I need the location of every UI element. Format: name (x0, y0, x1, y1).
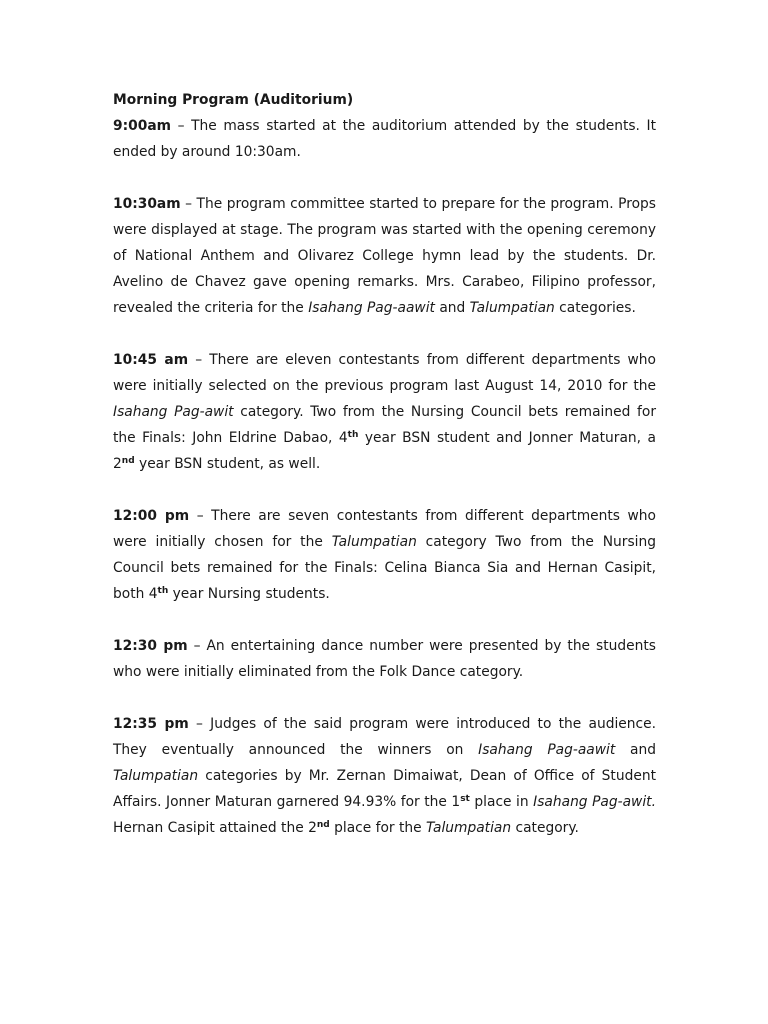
program-entry (113, 503, 656, 607)
program-entry (113, 633, 656, 685)
entry-time: 10:30am (113, 196, 181, 212)
entry-text: category. (511, 820, 579, 836)
entry-text: – There are eleven contestants from different departments who were initially selected on the previous program last August 14, 2010 for the (113, 352, 656, 394)
entry-text: Hernan Casipit attained the 2 (113, 820, 317, 836)
category-name: Talumpatian (113, 768, 199, 784)
entry-text: year Nursing students. (168, 586, 330, 602)
section-heading: Morning Program (Auditorium) (113, 92, 354, 108)
entry-text: – The program committee started to prepare for the program. Props were displayed at stage. The program was started with the opening ceremony of National Anthem and Olivarez College hymn lead by the students. Dr. Avelino de Chavez gave opening remarks. Mrs. Carabeo, Filipino professor, revealed the criteria for the (113, 196, 656, 316)
category-name: Isahang Pag-awit. (533, 794, 656, 810)
entry-time: 12:30 pm (113, 638, 188, 654)
entry-text: place for the (329, 820, 427, 836)
document-page (113, 87, 656, 867)
category-name: Talumpatian (331, 534, 417, 550)
program-entries (113, 113, 656, 841)
entry-text: – The mass started at the auditorium attended by the students. It ended by around 10:30am. (113, 118, 656, 160)
entry-text: year BSN student, as well. (134, 456, 321, 472)
entry-text: – An entertaining dance number were presented by the students who were initially eliminated from the Folk Dance category. (113, 638, 656, 680)
ordinal-suffix: nd (121, 456, 135, 466)
entry-time: 9:00am (113, 118, 172, 134)
category-name: Isahang Pag-aawit (308, 300, 435, 316)
ordinal-suffix: nd (316, 820, 330, 830)
ordinal-suffix: th (347, 430, 359, 440)
entry-text: category. Two from the Nursing Council bets remained for the Finals: John Eldrine Dabao, 4 (113, 404, 657, 446)
program-entry (113, 113, 656, 165)
category-name: Isahang Pag-awit (113, 404, 234, 420)
entry-text: – Judges of the said program were introduced to the audience. They eventually announced the winners on (113, 716, 656, 758)
category-name: Talumpatian (469, 300, 555, 316)
entry-text: categories by Mr. Zernan Dimaiwat, Dean of Office of Student Affairs. Jonner Maturan garnered 94.93% for the 1 (113, 768, 656, 810)
entry-time: 12:35 pm (113, 716, 189, 732)
entry-text: category Two from the Nursing Council bets remained for the Finals: Celina Bianca Sia and Hernan Casipit, both 4 (113, 534, 656, 602)
entry-text: and (434, 300, 470, 316)
entry-text: – There are seven contestants from different departments who were initially chosen for the (113, 508, 656, 550)
program-entry (113, 347, 656, 477)
entry-time: 12:00 pm (113, 508, 190, 524)
entry-text: and (615, 742, 657, 758)
category-name: Isahang Pag-aawit (478, 742, 616, 758)
program-entry (113, 711, 656, 841)
entry-text: year BSN student and Jonner Maturan, a 2 (113, 430, 656, 472)
ordinal-suffix: th (157, 586, 169, 596)
entry-text: categories. (554, 300, 636, 316)
entry-time: 10:45 am (113, 352, 189, 368)
entry-text: place in (469, 794, 534, 810)
program-entry (113, 191, 656, 321)
ordinal-suffix: st (460, 794, 470, 804)
category-name: Talumpatian (426, 820, 512, 836)
